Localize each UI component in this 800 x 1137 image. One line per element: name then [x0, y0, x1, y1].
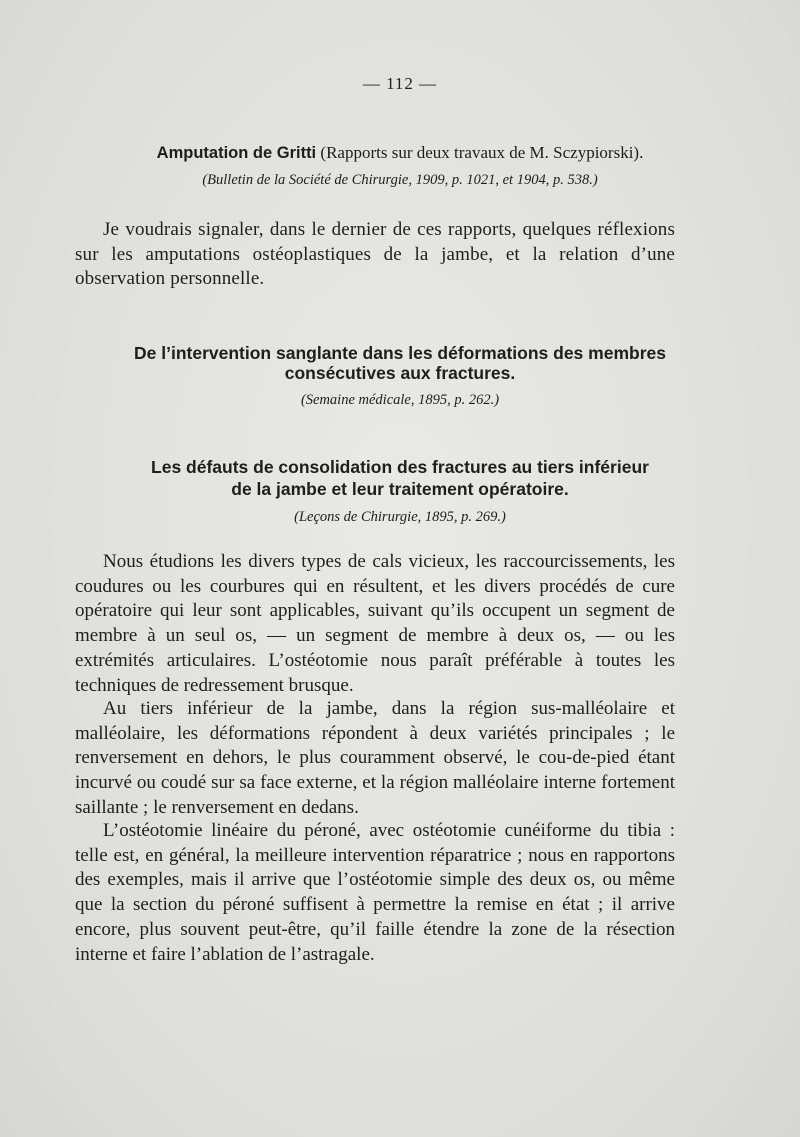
entry-1-citation: (Bulletin de la Société de Chirurgie, 1909, p. 1021, et 1904, p. 538.) [202, 172, 598, 188]
entry-2-title-line2: consécutives aux fractures. [284, 363, 516, 383]
page-number: — 112 — [362, 74, 438, 93]
entry-2-title-line1: De l’intervention sanglante dans les déformations des membres [134, 343, 666, 363]
entry-3-title-line1: Les défauts de consolidation des fractures au tiers inférieur [151, 457, 649, 477]
entry-1-title-note: (Rapports sur deux travaux de M. Sczypiorski). [320, 143, 644, 162]
entry-3-paragraph-1: Nous étudions les divers types de cals vicieux, les raccourcissements, les coudures ou les courbures qui en résultent, et les divers procédés de cure opératoire qui leur sont applicables, suivant qu’ils occupent un segment de membre à un seul os, — un segment de membre à deux os, — ou les extrémités articulaires. L’ostéotomie nous paraît préférable à toutes les techniques de redressement brusque. [75, 551, 675, 696]
entry-1-title: Amputation de Gritti [156, 144, 317, 162]
entry-3-citation: (Leçons de Chirurgie, 1895, p. 269.) [294, 509, 506, 525]
entry-1-paragraph: Je voudrais signaler, dans le dernier de ces rapports, quelques réflexions sur les amputations ostéoplastiques de la jambe, et la relation d’une observation personnelle. [75, 219, 675, 290]
entry-1-heading [0, 142, 800, 164]
entry-3-title-line2: de la jambe et leur traitement opératoire. [231, 479, 569, 499]
entry-3-paragraph-3: L’ostéotomie linéaire du péroné, avec ostéotomie cunéiforme du tibia : telle est, en général, la meilleure intervention réparatrice ; nous en rapportons des exemples, mais il arrive que l’ostéotomie simple des deux os, ou même que la section du péroné suffisent à permettre la remise en état ; il arrive encore, plus souvent peut-être, qu’il faille étendre la zone de la résection interne et faire l’ablation de l’astragale. [75, 820, 675, 965]
entry-2-citation: (Semaine médicale, 1895, p. 262.) [300, 392, 500, 408]
entry-3-paragraph-2: Au tiers inférieur de la jambe, dans la région sus-malléolaire et malléolaire, les déformations répondent à deux variétés principales ; le renversement en dehors, le plus couramment observé, le cou-de-pied étant incurvé ou coudé sur sa face externe, et la région malléolaire interne fortement saillante ; le renversement en dedans. [75, 698, 675, 818]
